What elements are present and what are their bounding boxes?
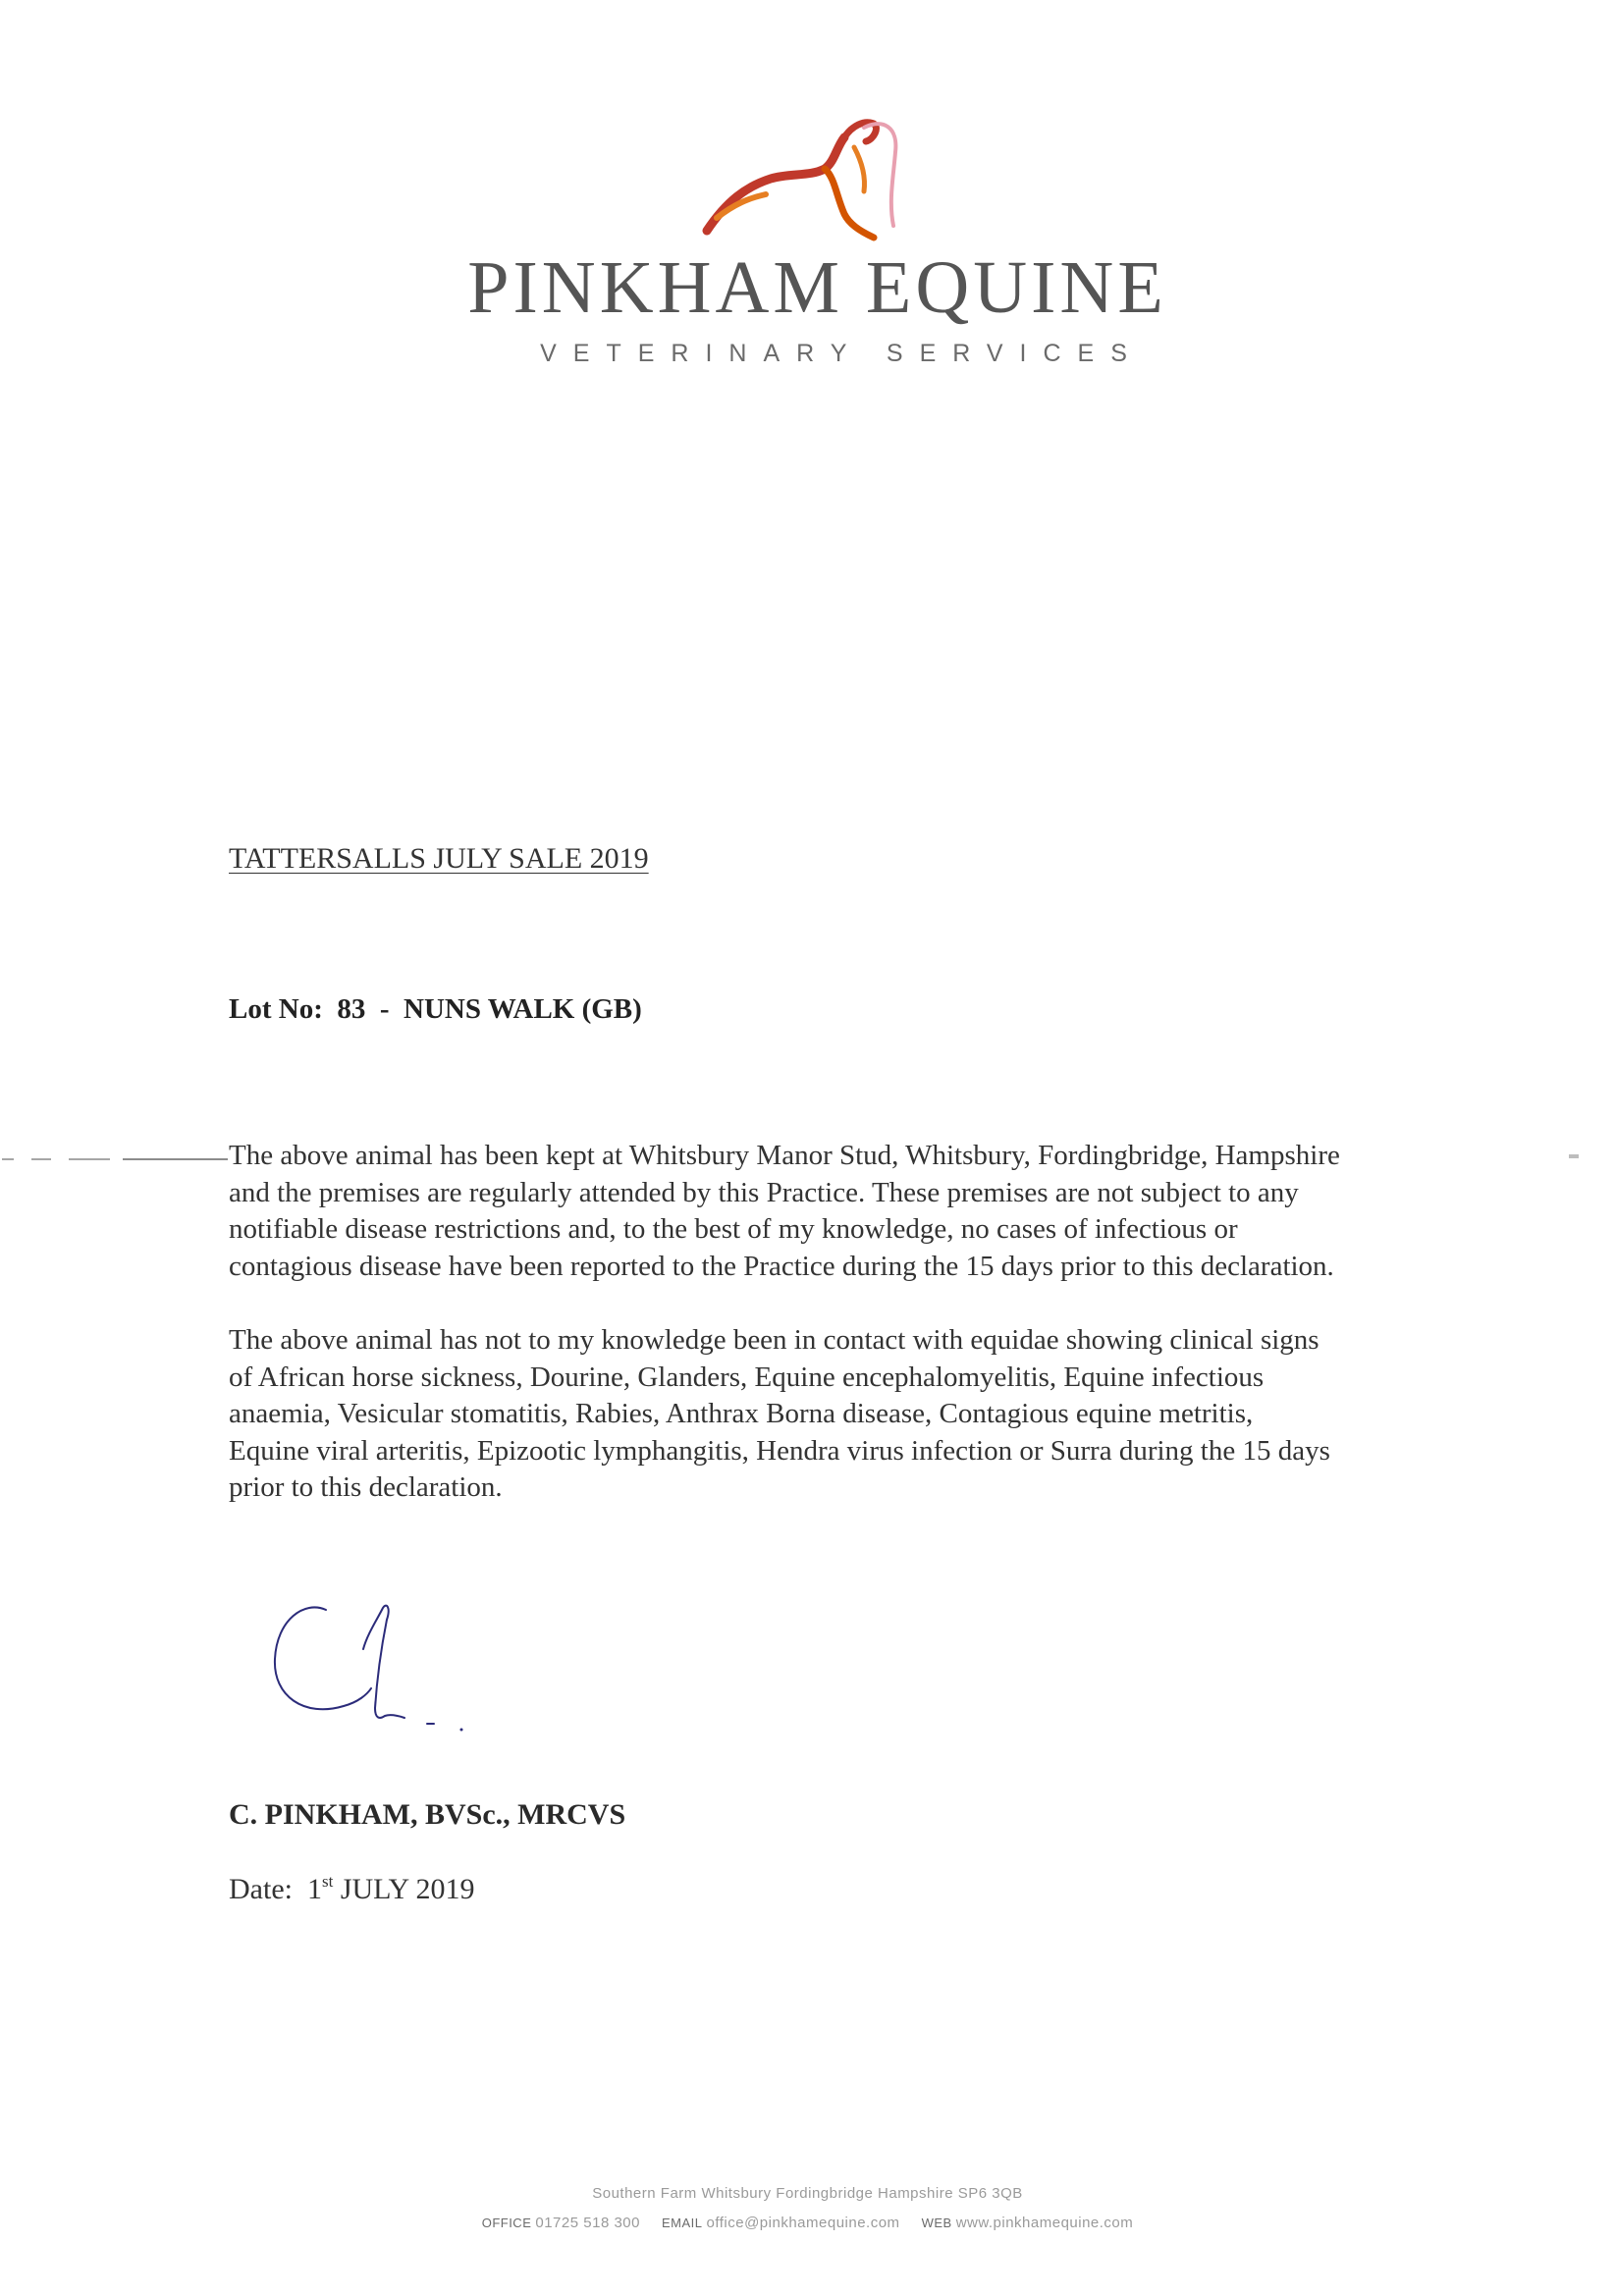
office-label: OFFICE xyxy=(481,2216,532,2230)
web-label: WEB xyxy=(921,2216,952,2230)
paragraph-line: The above animal has not to my knowledge been in contact with equidae showing clinical signs xyxy=(229,1324,1319,1356)
lot-number: 83 xyxy=(337,993,366,1025)
horse-figure-logo xyxy=(687,108,942,255)
lot-separator: - xyxy=(379,993,390,1025)
paragraph-line: contagious disease have been reported to the Practice during the 15 days prior to this declaration. xyxy=(229,1250,1334,1282)
paragraph-line: of African horse sickness, Dourine, Glanders, Equine encephalomyelitis, Equine infectious xyxy=(229,1361,1265,1393)
date-rest: JULY 2019 xyxy=(340,1873,475,1905)
lot-line xyxy=(229,993,642,1026)
brand-name: PINKHAM EQUINE xyxy=(467,246,1167,329)
brand-tagline: VETERINARY SERVICES xyxy=(540,340,1144,367)
paragraph-line: anaemia, Vesicular stomatitis, Rabies, Anthrax Borna disease, Contagious equine metritis, xyxy=(229,1398,1254,1429)
declaration-paragraph-2 xyxy=(229,1322,1505,1507)
paragraph-line: The above animal has been kept at Whitsbury Manor Stud, Whitsbury, Fordingbridge, Hampshire xyxy=(229,1140,1340,1171)
paragraph-line: and the premises are regularly attended by this Practice. These premises are not subject to any xyxy=(229,1176,1299,1208)
office-phone: 01725 518 300 xyxy=(535,2215,640,2231)
horse-name: NUNS WALK (GB) xyxy=(404,993,642,1025)
handwritten-signature xyxy=(265,1580,501,1747)
email-link[interactable]: office@pinkhamequine.com xyxy=(706,2215,900,2231)
paragraph-line: Equine viral arteritis, Epizootic lymphangitis, Hendra virus infection or Surra during the 15 days xyxy=(229,1434,1330,1467)
paragraph-line: prior to this declaration. xyxy=(229,1471,503,1503)
footer-contact xyxy=(0,2215,1615,2231)
date-day: 1 xyxy=(306,1873,322,1905)
date-suffix: st xyxy=(321,1872,334,1891)
declaration-paragraph-1 xyxy=(229,1138,1505,1285)
email-label: EMAIL xyxy=(661,2216,703,2230)
signatory-name: C. PINKHAM, BVSc., MRCVS xyxy=(229,1798,626,1831)
margin-mark xyxy=(1569,1154,1579,1158)
declaration-date xyxy=(229,1872,475,1906)
footer-address: Southern Farm Whitsbury Fordingbridge Hampshire SP6 3QB xyxy=(592,2185,1023,2202)
margin-dash-marks xyxy=(0,1156,231,1162)
sale-title: TATTERSALLS JULY SALE 2019 xyxy=(229,842,649,875)
paragraph-line: notifiable disease restrictions and, to the best of my knowledge, no cases of infectious or xyxy=(229,1213,1238,1245)
lot-label: Lot No: xyxy=(229,993,323,1025)
date-label: Date: xyxy=(229,1873,293,1905)
web-link[interactable]: www.pinkhamequine.com xyxy=(955,2215,1134,2231)
